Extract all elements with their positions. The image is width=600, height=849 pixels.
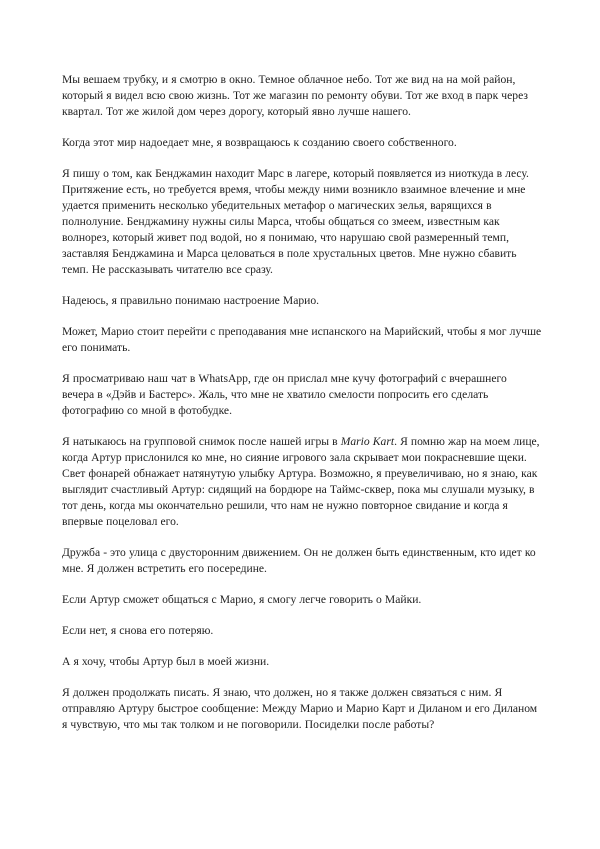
paragraph <box>62 135 542 151</box>
paragraph <box>62 72 542 120</box>
text-segment: Я должен продолжать писать. Я знаю, что должен, но я также должен связаться с ним. Я отправляю Артуру быстрое сообщение: Между Марио и Марио Карт и Диланом и его Диланом я чувствую, что мы так толком и не поговорили. Посиделки после работы? <box>62 686 538 731</box>
paragraph <box>62 592 542 608</box>
italic-text-segment: Mario Kart <box>340 435 395 448</box>
paragraph <box>62 371 542 419</box>
paragraph <box>62 685 542 733</box>
text-segment: Может, Марио стоит перейти с преподавания мне испанского на Марийский, чтобы я мог лучше его понимать. <box>62 325 542 354</box>
text-segment: Если Артур сможет общаться с Марио, я смогу легче говорить о Майки. <box>62 593 422 606</box>
text-segment: Я просматриваю наш чат в WhatsApp, где он прислал мне кучу фотографий с вчерашнего вечера в «Дэйв и Бастерс». Жаль, что мне не хватило смелости попросить его сделать фотографию со мной в фотобудке. <box>62 372 507 417</box>
text-segment: . Я помню жар на моем лице, когда Артур прислонился ко мне, но сияние игрового зала скрывает мои покрасневшие щеки. Свет фонарей обнажает натянутую улыбку Артура. Возможно, я преувеличиваю, но я знаю, как выглядит счастливый Артур: сидящий на бордюре на Таймс-сквер, пока мы слушали музыку, в тот день, когда мы окончательно решили, что нам не нужно повторное свидание и когда я впервые поцеловал его. <box>62 435 540 528</box>
text-segment: Если нет, я снова его потеряю. <box>62 624 214 637</box>
text-segment: Надеюсь, я правильно понимаю настроение Марио. <box>62 294 320 307</box>
text-segment: Дружба - это улица с двусторонним движением. Он не должен быть единственным, кто идет ко мне. Я должен встретить его посередине. <box>62 546 536 575</box>
text-segment: Я пишу о том, как Бенджамин находит Марс в лагере, который появляется из ниоткуда в лесу. Притяжение есть, но требуется время, чтобы между ними возникло взаимное влечение и мне удается применить несколько убедительных метафор о магических зелья, варящихся в полнолуние. Бенджамину нужны силы Марса, чтобы общаться со змеем, известным как волнорез, который живет под водой, но я понимаю, что нарушаю свой размеренный темп, заставляя Бенджамина и Марса целоваться в поле хрустальных цветов. Мне нужно сбавить темп. Не рассказывать читателю все сразу. <box>62 167 529 276</box>
paragraph <box>62 293 542 309</box>
page-content <box>62 72 542 733</box>
paragraph <box>62 166 542 278</box>
paragraph <box>62 623 542 639</box>
paragraph <box>62 324 542 356</box>
paragraph <box>62 545 542 577</box>
text-segment: Когда этот мир надоедает мне, я возвращаюсь к созданию своего собственного. <box>62 136 457 149</box>
text-segment: А я хочу, чтобы Артур был в моей жизни. <box>62 655 270 668</box>
paragraph <box>62 654 542 670</box>
paragraph <box>62 434 542 530</box>
text-segment: Мы вешаем трубку, и я смотрю в окно. Темное облачное небо. Тот же вид на на мой район, который я видел всю свою жизнь. Тот же магазин по ремонту обуви. Тот же вход в парк через квартал. Тот же жилой дом через дорогу, который явно лучше нашего. <box>62 73 528 118</box>
text-segment: Я натыкаюсь на групповой снимок после нашей игры в <box>62 435 341 448</box>
